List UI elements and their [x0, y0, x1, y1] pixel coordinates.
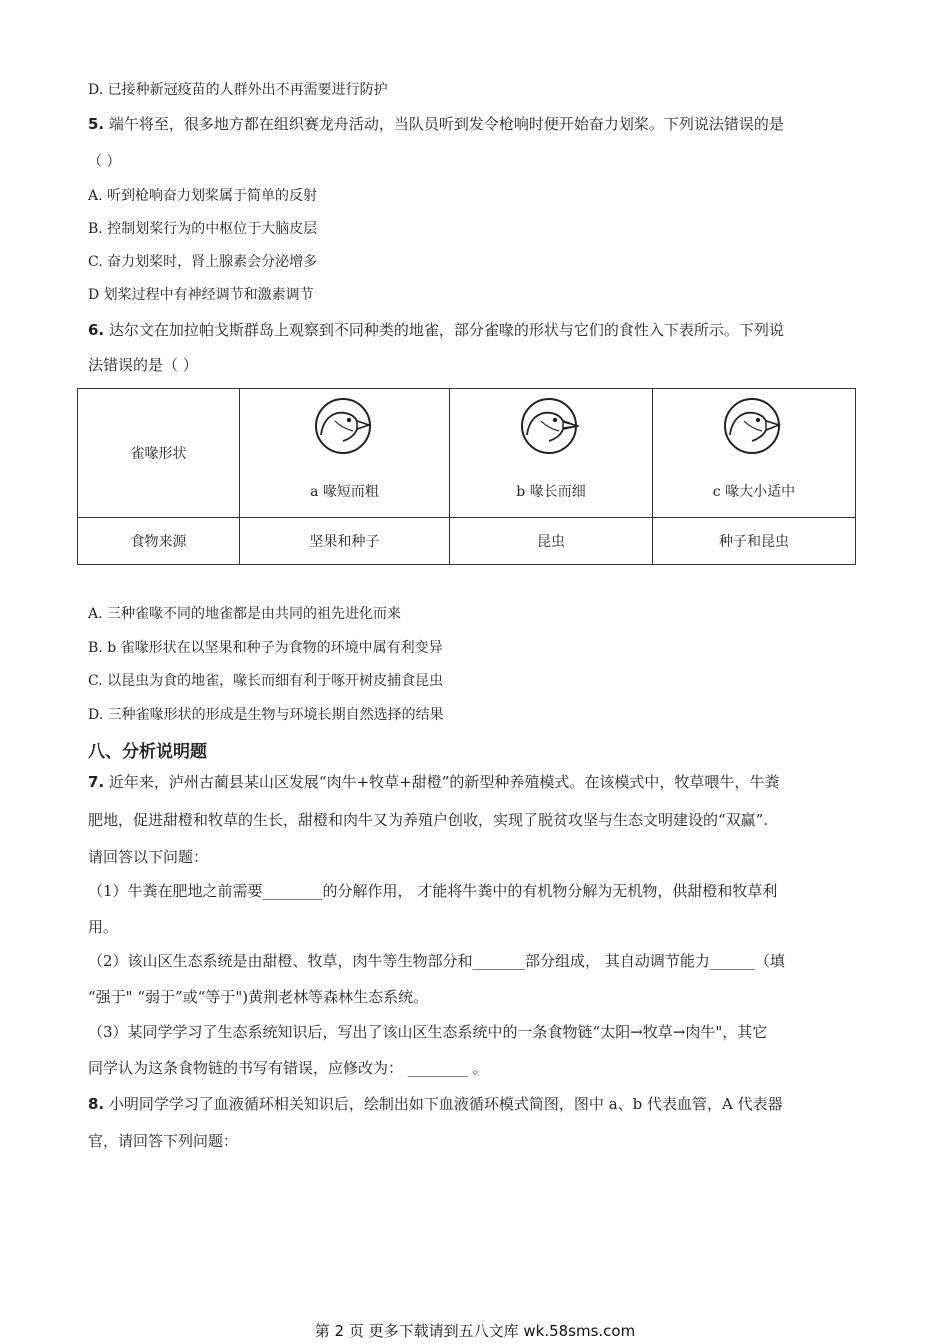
q7-part2-line2: “强于" “弱于”或“等于")黄荆老林等森林生态系统。 — [88, 988, 429, 1006]
beak-shape-row — [78, 389, 856, 518]
q5-number: 5. — [88, 115, 105, 133]
food-source-header: 食物来源 — [78, 518, 240, 565]
beak-table — [77, 388, 856, 565]
q5-option-c: C. 奋力划桨时，肾上腺素会分泌增多 — [88, 254, 318, 270]
beak-label-c: c 喙大小适中 — [712, 484, 796, 500]
finch-head-c-icon — [722, 397, 786, 457]
beak-label-b: b 喙长而细 — [516, 484, 586, 500]
q8-line2: 官，请回答下列问题： — [88, 1132, 239, 1150]
q8-line1 — [88, 1094, 783, 1114]
q5-stem — [88, 114, 784, 134]
q7-line2: 肥地，促进甜橙和牧草的生长，甜橙和肉牛又为养殖户创收，实现了脱贫攻坚与生态文明建设的“双赢”. — [88, 811, 769, 829]
q7-line1 — [88, 772, 779, 792]
finch-head-a-icon — [313, 397, 377, 457]
q7-number: 7. — [88, 773, 105, 791]
q6-option-c: C. 以昆虫为食的地雀，喙长而细有利于啄开树皮捕食昆虫 — [88, 673, 444, 689]
q7-line3: 请回答以下问题： — [88, 848, 209, 866]
beak-label-a: a 喙短而粗 — [310, 484, 379, 500]
q7-line1-text: 近年来，泸州古蔺县某山区发展“肉牛+牧草+甜橙”的新型种养殖模式。在该模式中，牧草喂牛，牛粪 — [108, 773, 780, 791]
q7-part2-line1: （2）该山区生态系统是由甜橙、牧草，肉牛等生物部分和_______部分组成， 其自动调节能力______（填 — [88, 952, 785, 970]
q5-option-d: D 划桨过程中有神经调节和激素调节 — [88, 287, 314, 303]
beak-cell-b — [450, 389, 653, 518]
beak-shape-header: 雀喙形状 — [78, 389, 240, 518]
q6-stem-line2: 法错误的是（ ） — [88, 356, 198, 374]
q5-option-a: A. 听到枪响奋力划桨属于简单的反射 — [88, 188, 318, 204]
q6-option-a: A. 三种雀喙不同的地雀都是由共同的祖先进化而来 — [88, 606, 402, 622]
finch-head-b-icon — [519, 397, 583, 457]
beak-cell-a — [240, 389, 450, 518]
food-b: 昆虫 — [450, 518, 653, 565]
q4-option-d: D. 已接种新冠疫苗的人群外出不再需要进行防护 — [88, 82, 388, 98]
section-title: 八、分析说明题 — [88, 742, 207, 762]
food-source-row — [78, 518, 856, 565]
q7-part3-line2: 同学认为这条食物链的书写有错误，应修改为： ________ 。 — [88, 1059, 488, 1077]
q5-paren: （ ） — [88, 154, 121, 170]
food-c: 种子和昆虫 — [653, 518, 856, 565]
beak-cell-c — [653, 389, 856, 518]
q7-part1-line1: （1）牛粪在肥地之前需要________的分解作用， 才能将牛粪中的有机物分解为无机物，供甜橙和牧草利 — [88, 882, 778, 900]
q5-option-b: B. 控制划桨行为的中枢位于大脑皮层 — [88, 221, 318, 237]
q8-line1-text: 小明同学学习了血液循环相关知识后，绘制出如下血液循环模式简图，图中 a、b 代表血管，A 代表器 — [108, 1095, 783, 1113]
q6-stem — [88, 320, 784, 340]
q7-part3-line1: （3）某同学学习了生态系统知识后，写出了该山区生态系统中的一条食物链“太阳→牧草→肉牛"，其它 — [88, 1023, 768, 1041]
q7-part1-line2: 用。 — [88, 918, 119, 936]
q6-number: 6. — [88, 321, 105, 339]
q5-stem-text: 端午将至，很多地方都在组织赛龙舟活动，当队员听到发令枪响时便开始奋力划桨。下列说法错误的是 — [108, 115, 784, 133]
page-footer: 第 2 页 更多下载请到五八文库 wk.58sms.com — [314, 1322, 636, 1340]
q6-option-b: B. b 雀喙形状在以坚果和种子为食物的环境中属有利变异 — [88, 640, 443, 656]
food-a: 坚果和种子 — [240, 518, 450, 565]
q6-stem-line1: 达尔文在加拉帕戈斯群岛上观察到不同种类的地雀，部分雀喙的形状与它们的食性入下表所示。下列说 — [108, 321, 784, 339]
q6-option-d: D. 三种雀喙形状的形成是生物与环境长期自然选择的结果 — [88, 707, 444, 723]
q8-number: 8. — [88, 1095, 105, 1113]
